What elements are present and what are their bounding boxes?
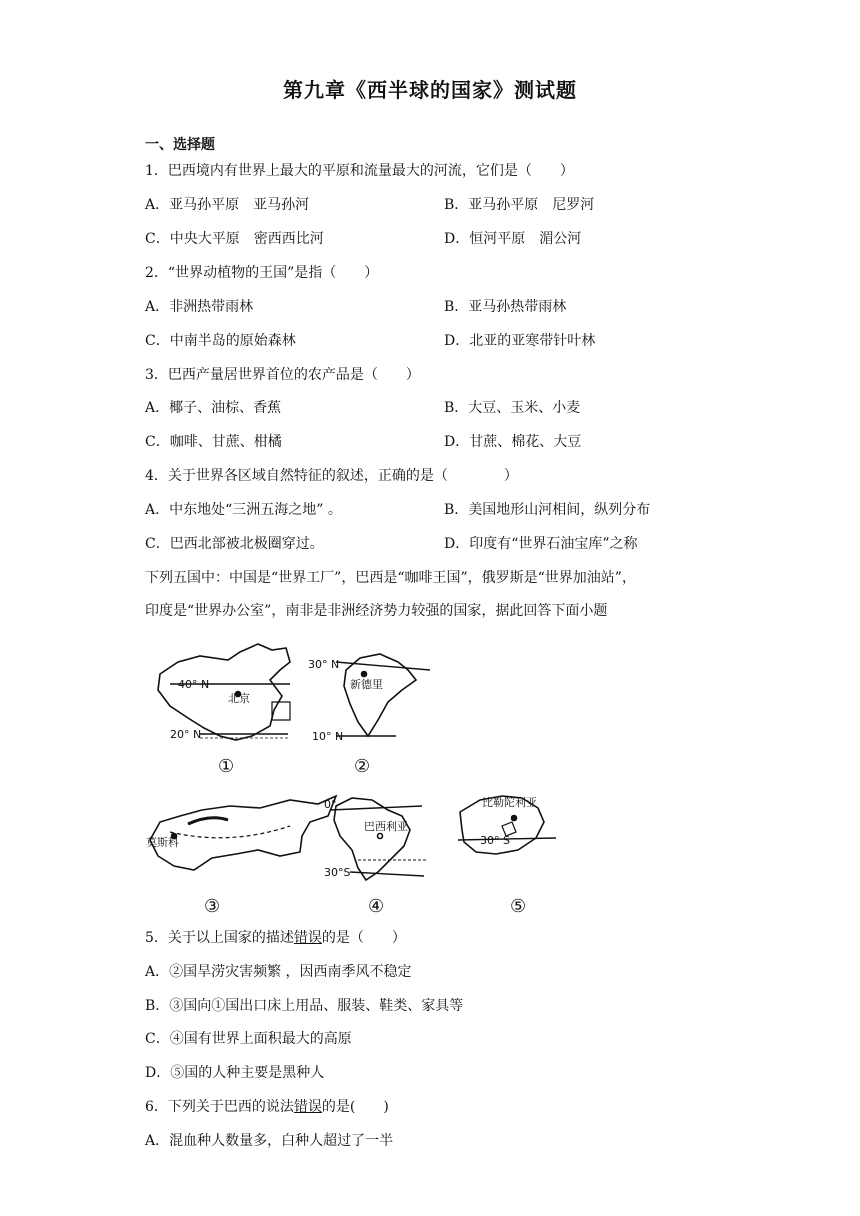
sa-number: ⑤ — [510, 896, 527, 917]
china-lat-40: 40° N — [178, 678, 210, 691]
q1-option-a: A．亚马孙平原 亚马孙河 — [145, 197, 310, 213]
q2-option-a: A．非洲热带雨林 — [145, 299, 254, 315]
q4-option-b: B．美国地形山河相间，纵列分布 — [444, 502, 651, 518]
q4-option-c: C．巴西北部被北极圈穿过。 — [145, 536, 324, 552]
q5-prefix: 5．关于以上国家的描述 — [145, 930, 294, 946]
q2-option-b: B．亚马孙热带雨林 — [444, 299, 567, 315]
china-number: ① — [218, 756, 235, 777]
brazil-lat-0: 0° — [324, 798, 337, 811]
q5-option-c: C．④国有世界上面积最大的高原 — [145, 1031, 352, 1047]
china-outline — [158, 644, 290, 740]
india-city-label: 新德里 — [350, 678, 383, 691]
question-6-stem — [145, 1097, 389, 1117]
q3-option-a: A．椰子、油棕、香蕉 — [145, 400, 282, 416]
russia-outline — [150, 796, 336, 870]
china-city-label: 北京 — [228, 692, 250, 705]
section-heading: 一、选择题 — [145, 137, 215, 153]
q6-option-a: A．混血种人数量多，白种人超过了一半 — [145, 1133, 394, 1149]
q4-option-a: A．中东地处“三洲五海之地” 。 — [145, 502, 342, 518]
q1-option-b: B．亚马孙平原 尼罗河 — [444, 197, 595, 213]
q5-option-d: D．⑤国的人种主要是黑种人 — [145, 1065, 325, 1081]
question-3-stem: 3．巴西产量居世界首位的农产品是（ ） — [145, 367, 420, 383]
q6-emphasis: 错误 — [293, 1099, 322, 1115]
q6-suffix: 的是( ) — [321, 1099, 389, 1115]
q2-option-c: C．中南半岛的原始森林 — [145, 333, 296, 349]
q5-suffix: 的是（ ） — [321, 930, 406, 946]
question-2-stem: 2．“世界动植物的王国”是指（ ） — [145, 265, 379, 281]
q1-option-d: D．恒河平原 湄公河 — [444, 231, 582, 247]
brazil-city-label: 巴西利亚 — [364, 820, 408, 833]
brazil-number: ④ — [368, 896, 385, 917]
q3-option-b: B．大豆、玉米、小麦 — [444, 400, 581, 416]
india-lat-10: 10° N — [312, 730, 344, 743]
page-title: 第九章《西半球的国家》测试题 — [283, 78, 577, 102]
q4-option-d: D．印度有“世界石油宝库”之称 — [444, 536, 638, 552]
q1-option-c: C．中央大平原 密西西比河 — [145, 231, 324, 247]
question-5-stem — [145, 928, 406, 948]
india-lat-30: 30° N — [308, 658, 340, 671]
passage-line-1: 下列五国中：中国是“世界工厂”，巴西是“咖啡王国”，俄罗斯是“世界加油站”， — [145, 570, 636, 586]
q5-option-a: A．②国旱涝灾害频繁 ，因西南季风不稳定 — [145, 964, 412, 980]
sa-city-label: 比勒陀利亚 — [482, 796, 537, 809]
q6-prefix: 6．下列关于巴西的说法 — [145, 1099, 294, 1115]
country-maps-figure — [140, 640, 580, 920]
passage-line-2: 印度是“世界办公室”，南非是非洲经济势力较强的国家，据此回答下面小题 — [145, 603, 608, 619]
india-number: ② — [354, 756, 371, 777]
q3-option-d: D．甘蔗、棉花、大豆 — [444, 434, 582, 450]
q3-option-c: C．咖啡、甘蔗、柑橘 — [145, 434, 282, 450]
question-1-stem: 1．巴西境内有世界上最大的平原和流量最大的河流，它们是（ ） — [145, 163, 574, 179]
russia-city-label: 莫斯科 — [146, 836, 179, 849]
brazil-lat-30s: 30°S — [324, 866, 351, 879]
question-4-stem: 4．关于世界各区域自然特征的叙述，正确的是（ ） — [145, 468, 518, 484]
q5-emphasis: 错误 — [293, 930, 322, 946]
sa-lat-30s: 30° S — [480, 834, 510, 847]
q2-option-d: D．北亚的亚寒带针叶林 — [444, 333, 596, 349]
china-lat-20: 20° N — [170, 728, 202, 741]
russia-number: ③ — [204, 896, 221, 917]
q5-option-b: B．③国向①国出口床上用品、服装、鞋类、家具等 — [145, 998, 464, 1014]
